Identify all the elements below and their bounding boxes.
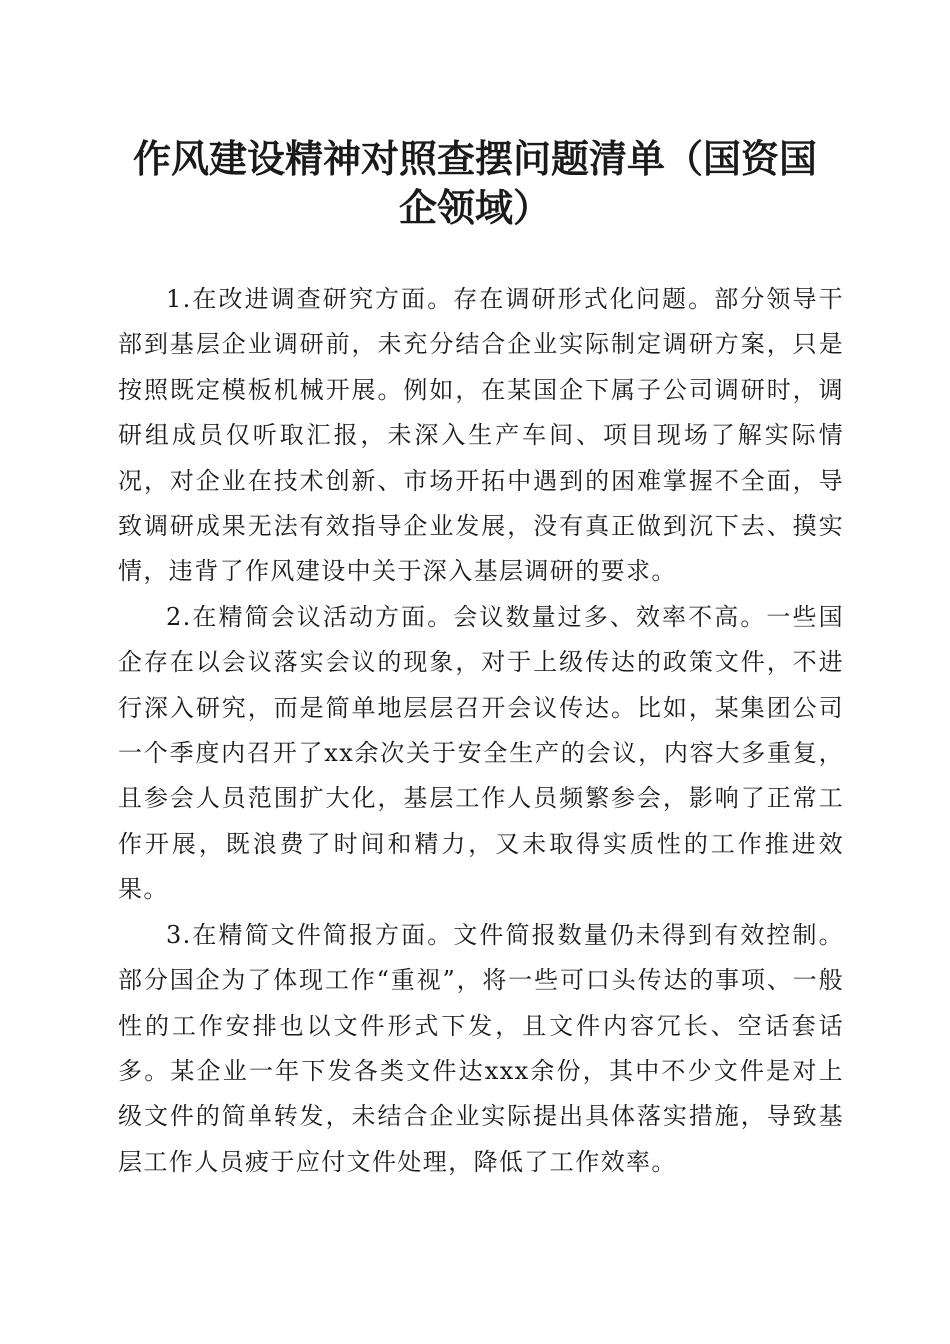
document-title: 作风建设精神对照查摆问题清单（国资国企领域） <box>132 136 817 230</box>
paragraph-item-1: 1.在改进调查研究方面。存在调研形式化问题。部分领导干部到基层企业调研前，未充分结合企业实际制定调研方案，只是按照既定模板机械开展。例如，在某国企下属子公司调研时，调研组成员仅听取汇报，未深入生产车间、项目现场了解实际情况，对企业在技术创新、市场开拓中遇到的困难掌握不全面，导致调研成果无法有效指导企业发展，没有真正做到沉下去、摸实情，违背了作风建设中关于深入基层调研的要求。 <box>118 285 844 586</box>
paragraph-item-2: 2.在精简会议活动方面。会议数量过多、效率不高。一些国企存在以会议落实会议的现象，对于上级传达的政策文件，不进行深入研究，而是简单地层层召开会议传达。比如，某集团公司一个季度内召开了xx余次关于安全生产的会议，内容大多重复，且参会人员范围扩大化，基层工作人员频繁参会，影响了正常工作开展，既浪费了时间和精力，又未取得实质性的工作推进效果。 <box>118 602 844 904</box>
document-body <box>118 277 844 1185</box>
paragraph-item-3: 3.在精简文件简报方面。文件简报数量仍未得到有效控制。部分国企为了体现工作“重视”，将一些可口头传达的事项、一般性的工作安排也以文件形式下发，且文件内容冗长、空话套话多。某企业一年下发各类文件达xxx余份，其中不少文件是对上级文件的简单转发，未结合企业实际提出具体落实措施，导致基层工作人员疲于应付文件处理，降低了工作效率。 <box>118 920 844 1176</box>
